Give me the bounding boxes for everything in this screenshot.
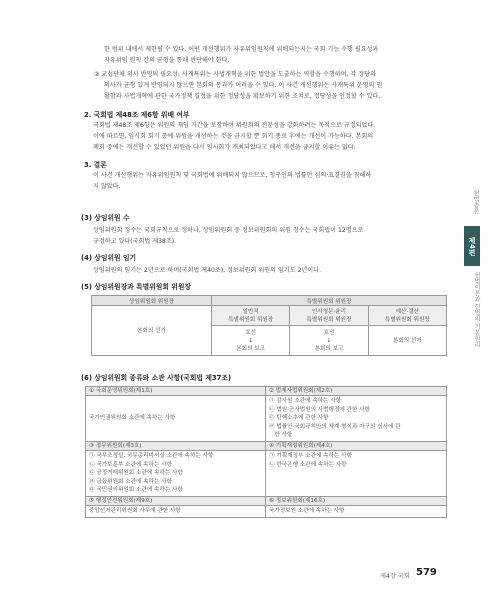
- item2-line-2: 의사가 균형 있게 반영되지 않으면 본회의 통과가 어려울 수 있다. 이 사건 개선행위는 사개특위 운영의 원: [104, 82, 383, 89]
- standing-member-term-line-1: 상임위원의 임기는 2년으로 하며(국회법 제40조), 정보위원회 위원의 임기도 2년이다.: [93, 267, 322, 274]
- standing-member-term-heading: (4) 상임위원 임기: [81, 254, 137, 262]
- committee-strategy-finance-header: ④ 기획재정위원회(제4호): [266, 441, 447, 450]
- table1-general-step2: 본회의 보고: [236, 345, 266, 352]
- committee-intelligence-header: ⑥ 정보위원회(제16호): [266, 496, 447, 505]
- table1-standing-election: 본회의 선거: [92, 306, 212, 356]
- section-3-heading: 3. 결론: [84, 161, 107, 169]
- table1-cell-general: [212, 326, 290, 356]
- committee-house-steering-content: 국가인권위원회 소관에 속하는 사항: [86, 396, 266, 442]
- committee-political-affairs-content: [86, 450, 266, 496]
- section-2-heading: 2. 국회법 제48조 제6항 위배 여부: [84, 111, 190, 119]
- finance-item-2: ㉡ 한국은행 소관에 속하는 사항: [269, 461, 347, 468]
- standing-member-count-line-2: 규정하고 있다(국회법 제38조).: [93, 238, 177, 245]
- committee-public-admin-content: 중앙선거관리위원회 사무에 관한 사항: [86, 505, 266, 517]
- committee-strategy-finance-content: [266, 450, 447, 496]
- page-number: 579: [416, 567, 437, 578]
- finance-item-1: ㉠ 기획재정부 소관에 속하는 사항: [269, 452, 352, 459]
- committee-legislation-judiciary-header: ② 법제사법위원회(제2호): [266, 387, 447, 396]
- item2-line-3: 활함과 사법개혁에 관한 국가정책 결정을 위한 정당성을 확보하기 위한 조치로, 정당성을 인정할 수 있다.: [104, 93, 381, 100]
- section-3-line-1: 이 사건 개선행위는 자유위임원칙 및 국회법에 위배되지 않으므로, 청구인의 법률안 심의·표결권을 침해하: [93, 172, 372, 179]
- committee-types-heading: (6) 상임위원회 종류와 소관 사항(국회법 제37조): [81, 374, 232, 382]
- section-2-line-2: 이에 따르면, 임시회 회기 중에 위원을 개선하는 것을 금지할 뿐 회기 종료 후에는 개선이 가능하다. 본회의: [93, 133, 374, 140]
- committee-house-steering-header: ① 국회운영위원회(제1호): [86, 387, 266, 396]
- intro-line-2: 자유위임 원칙 간의 균형을 통해 판단해야 한다.: [104, 57, 230, 64]
- political-item-2: ㉡ 국가보훈부 소관에 속하는 사항: [89, 461, 172, 468]
- legislation-item-4-cont: 한 사항: [269, 432, 293, 439]
- table1-header-special: 특별위원회 위원장: [212, 296, 447, 306]
- table1-sub-hearing-ethics: 인사청문·윤리 특별위원회 위원장: [290, 306, 368, 326]
- table1-sub-general: 일반적 특별위원회 위원장: [212, 306, 290, 326]
- committee-table: [85, 386, 447, 518]
- side-tab-part-number: 제4편: [464, 226, 480, 266]
- section-2-line-3: 폐회 중에는 개선할 수 있었던 위원을 다시 임시회가 개최되었다고 해서 개선을 금지할 이유는 없다.: [93, 144, 356, 151]
- legislation-item-1: ㉠ 감사원 소관에 속하는 사항: [269, 398, 342, 404]
- standing-member-count-line-1: 상임위원회 정수는 국회규칙으로 정하나, 상임위원회 중 정보위원회의 위원 정수는 국회법이 12명으로: [93, 227, 364, 234]
- table1-sub-budget: 예산·결산 특별위원회 위원장: [368, 306, 446, 326]
- section-2-line-1: 국회법 제48조 제6항은 위원의 재임 기간을 보장하여 위원회의 전문성을 강화하려는 목적으로 규정되었다.: [93, 122, 376, 129]
- legislation-item-2: ㉡ 법원·군사법원의 사법행정에 관한 사항: [269, 406, 370, 413]
- committee-political-affairs-header: ③ 정무위원회(제3호): [86, 441, 266, 450]
- table1-hearing-step1: 호선: [323, 329, 335, 336]
- table1-hearing-step2: 본회의 보고: [314, 345, 344, 352]
- legislation-item-3: ㉢ 탄핵소추에 관한 사항: [269, 415, 329, 422]
- table1-general-arrow: ↓: [248, 337, 253, 344]
- table1-cell-budget: 본회의 선거: [368, 326, 446, 356]
- item2-line-1: ② 교섭단체 의사 반영의 필요성: 사개특위는 사법개혁을 위한 법안을 도출하는 역할을 수행하며, 각 정당의: [94, 71, 376, 78]
- section-3-line-2: 지 않았다.: [93, 183, 121, 190]
- committee-public-admin-header: ⑤ 행정안전위원회(제9호): [86, 496, 266, 505]
- political-item-4: ㉣ 금융위원회 소관에 속하는 사항: [89, 478, 172, 485]
- table1-header-standing: 상임위원회 위원장: [92, 296, 212, 306]
- committee-intelligence-content: 국가정보원 소관에 속하는 사항: [266, 505, 447, 517]
- political-item-5: ㉤ 국민권익위원회 소관에 속하는 사항: [89, 487, 183, 494]
- chairperson-table: [91, 295, 447, 356]
- political-item-1: ㉠ 국무조정실, 국무총리비서실 소관에 속하는 사항: [89, 452, 214, 459]
- legislation-item-4: ㉣ 법률안·국회규칙안의 체계·형식과 자구의 심사에 관: [269, 423, 401, 430]
- political-item-3: ㉢ 공정거래위원회 소관에 속하는 사항: [89, 470, 183, 477]
- table1-cell-hearing-ethics: [290, 326, 368, 356]
- chairperson-heading: (5) 상임위원장과 특별위원회 위원장: [81, 283, 191, 291]
- standing-member-count-heading: (3) 상임위원 수: [81, 214, 130, 222]
- side-tab-part-label: 헌법총론: [472, 190, 479, 214]
- table1-hearing-arrow: ↓: [326, 337, 332, 344]
- intro-line-1: 한 범위 내에서 제한될 수 있다. 어떤 개선행위가 자유위임원칙에 위배되는지는 국회 기능 수행 필요성과: [104, 46, 379, 53]
- table1-general-step1: 호선: [245, 329, 257, 336]
- committee-legislation-judiciary-content: [266, 396, 447, 442]
- footer-chapter-label: 제4장 국회: [380, 573, 410, 580]
- side-tab-part-title: 헌법이론과 헌법의 기본원리: [473, 272, 480, 348]
